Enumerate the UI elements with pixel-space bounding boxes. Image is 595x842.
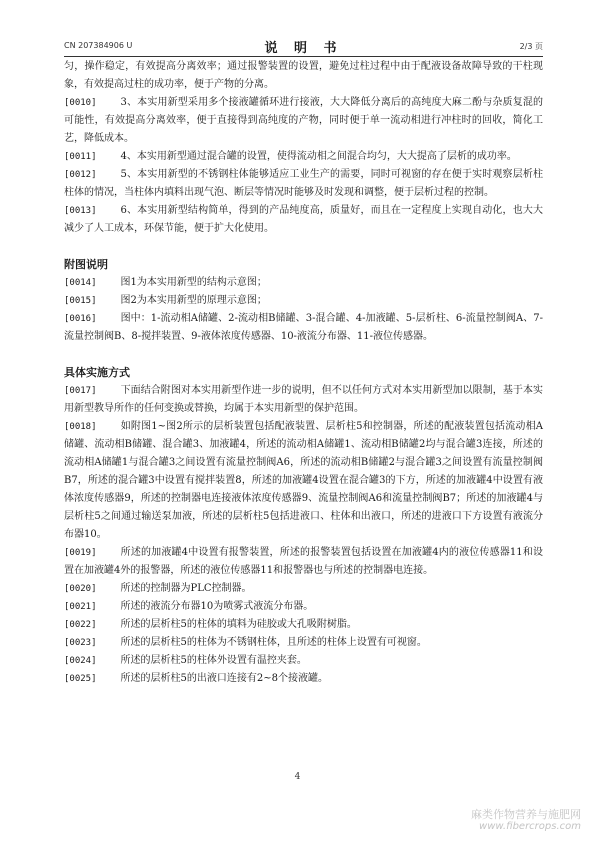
- page-of-indicator: 2/3 页: [519, 42, 543, 51]
- paragraph-tag: [0020]: [64, 584, 97, 594]
- paragraph-text: 所述的层析柱5的柱体外设置有温控夹套。: [120, 655, 307, 666]
- paragraph-text: 下面结合附图对本实用新型作进一步的说明，但不以任何方式对本实用新型加以限制，基于本实用新型教导所作的任何变换或替换，均属于本实用新型的保护范围。: [64, 385, 543, 414]
- paragraph-text: 所述的液流分布器10为喷雾式液流分布器。: [120, 601, 314, 612]
- paragraph-text: 图中：1-流动相A储罐、2-流动相B储罐、3-混合罐、4-加液罐、5-层析柱、6-流量控制阀A、7-流量控制阀B、8-搅拌装置、9-液体浓度传感器、10-液流分布器、11-液位传感器。: [64, 313, 543, 342]
- paragraph-0014: [64, 274, 543, 292]
- paragraph-tag: [0023]: [64, 638, 97, 648]
- paragraph-text: 如附图1~图2所示的层析装置包括配液装置、层析柱5和控制器，所述的配液装置包括流动相A储罐、流动相B储罐、混合罐3、加液罐4，所述的流动相A储罐1、流动相B储罐2均与混合罐3连接，所述的流动相A储罐1与混合罐3之间设置有流量控制阀A6，所述的流动相B储罐2与混合罐3之间设置有流量控制阀B7，所述的混合罐3中设置有搅拌装置8，所述的加液罐4设置在混合罐3的下方，所述的加液罐4中设置有液体浓度传感器9，所述的控制器电连接液体浓度传感器9、流量控制阀A6和流量控制阀B7；所述的加液罐4与层析柱5之间通过输送泵加液，所述的层析柱5包括进液口、柱体和出液口，所述的进液口下方设置有液流分布器10。: [64, 421, 543, 540]
- paragraph-0021: [64, 598, 543, 616]
- paragraph-tag: [0013]: [64, 206, 97, 216]
- paragraph-0012: [64, 166, 543, 202]
- site-watermark: [471, 808, 581, 833]
- paragraph-text: 所述的控制器为PLC控制器。: [120, 583, 252, 594]
- paragraph-text: 3、本实用新型采用多个接液罐循环进行接液，大大降低分离后的高纯度大麻二酚与杂质复混的可能性，有效提高分离效率，便于直接得到高纯度的产物，同时便于单一流动相进行冲柱时的回收，简化工艺，降低成本。: [64, 97, 543, 144]
- paragraph-tag: [0025]: [64, 674, 97, 684]
- paragraph-tag: [0010]: [64, 98, 97, 108]
- paragraph-0018: [64, 418, 543, 544]
- paragraph-0025: [64, 670, 543, 688]
- paragraph-text: 所述的层析柱5的出液口连接有2~8个接液罐。: [120, 673, 328, 684]
- paragraph-0023: [64, 634, 543, 652]
- paragraph-text: 所述的层析柱5的柱体的填料为硅胶或大孔吸附树脂。: [120, 619, 357, 630]
- paragraph-0011: [64, 148, 543, 166]
- paragraph-0022: [64, 616, 543, 634]
- paragraph-0020: [64, 580, 543, 598]
- paragraph-0010: [64, 94, 543, 148]
- paragraph-tag: [0011]: [64, 152, 97, 162]
- page-header: [64, 36, 543, 57]
- paragraph-0024: [64, 652, 543, 670]
- paragraph-tag: [0016]: [64, 314, 97, 324]
- paragraph-tag: [0015]: [64, 296, 97, 306]
- paragraph-text: 5、本实用新型的不锈钢柱体能够适应工业生产的需要，同时可视窗的存在便于实时观察层析柱柱体的情况，当柱体内填料出现气泡、断层等情况时能够及时发现和调整，便于层析过程的控制。: [64, 169, 543, 198]
- paragraph-text: 图2为本实用新型的原理示意图；: [120, 295, 267, 306]
- paragraph-0017: [64, 382, 543, 418]
- paragraph-text: 所述的加液罐4中设置有报警装置，所述的报警装置包括设置在加液罐4内的液位传感器11和设置在加液罐4外的报警器，所述的液位传感器11和报警器也与所述的控制器电连接。: [64, 547, 543, 576]
- page-number: 4: [294, 772, 301, 782]
- paragraph-tag: [0024]: [64, 656, 97, 666]
- paragraph-0016: [64, 310, 543, 346]
- paragraph-0015: [64, 292, 543, 310]
- paragraph-tag: [0019]: [64, 548, 97, 558]
- paragraph-tag: [0021]: [64, 602, 97, 612]
- paragraph-tag: [0017]: [64, 386, 97, 396]
- document-body: [64, 58, 543, 688]
- watermark-line-2: www.fibercrops.com: [479, 821, 581, 832]
- paragraph-0019: [64, 544, 543, 580]
- paragraph-tag: [0014]: [64, 278, 97, 288]
- watermark-line-1: 麻类作物营养与施肥网: [471, 808, 581, 821]
- paragraph-text: 图1为本实用新型的结构示意图；: [120, 277, 267, 288]
- paragraph-text: 4、本实用新型通过混合罐的设置，使得流动相之间混合均匀，大大提高了层析的成功率。: [120, 151, 517, 162]
- section-heading-embodiment: 具体实施方式: [64, 366, 130, 379]
- paragraph-0013: [64, 202, 543, 238]
- paragraph-tag: [0012]: [64, 170, 97, 180]
- paragraph-text: 所述的层析柱5的柱体为不锈钢柱体，且所述的柱体上设置有可视窗。: [120, 637, 427, 648]
- document-number: CN 207384906 U: [64, 41, 133, 50]
- section-heading-figures: 附图说明: [64, 258, 108, 271]
- paragraph-tag: [0018]: [64, 422, 97, 432]
- paragraph-tag: [0022]: [64, 620, 97, 630]
- paragraph-continued: [64, 58, 543, 94]
- paragraph-text: 匀，操作稳定，有效提高分离效率；通过报警装置的设置，避免过柱过程中由于配液设备故障导致的干柱现象，有效提高过柱的成功率，便于产物的分离。: [64, 61, 543, 90]
- document-title: 说 明 书: [264, 41, 343, 56]
- paragraph-text: 6、本实用新型结构简单，得到的产品纯度高，质量好，而且在一定程度上实现自动化，也大大减少了人工成本，环保节能，便于扩大化使用。: [64, 205, 543, 234]
